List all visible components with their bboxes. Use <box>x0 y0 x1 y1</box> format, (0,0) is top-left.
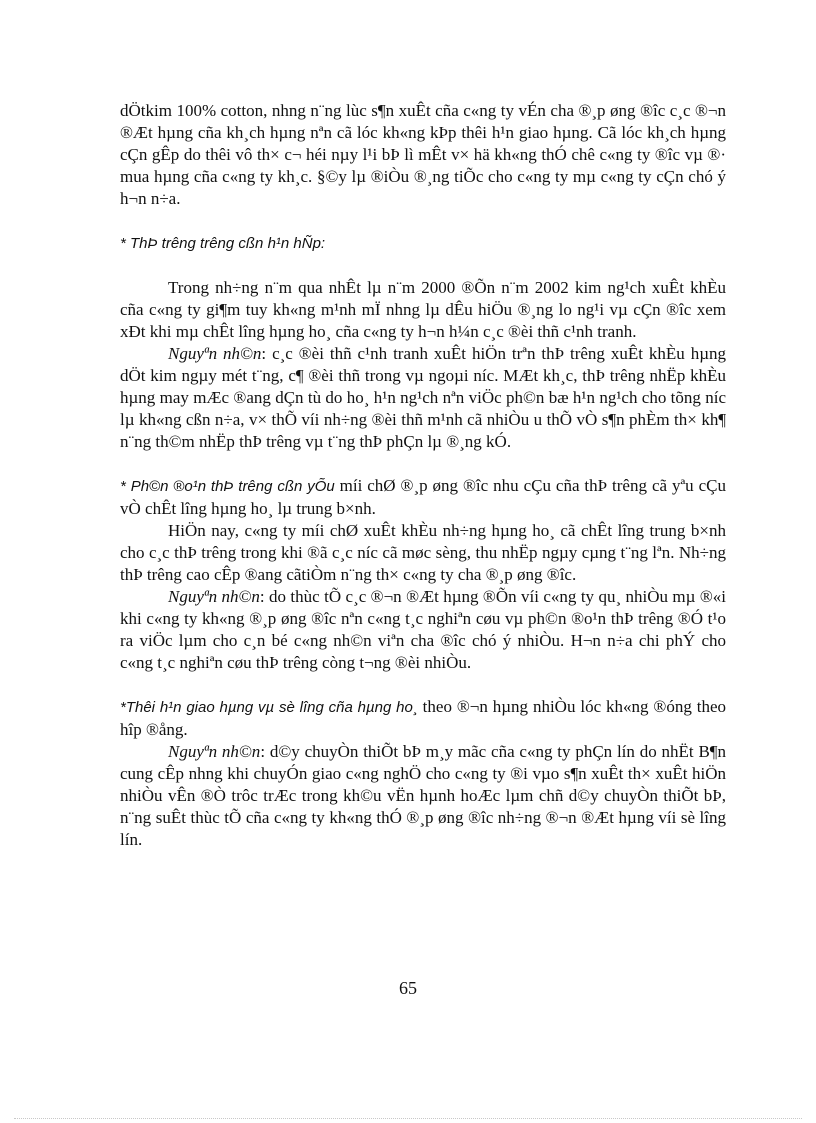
paragraph-5 <box>120 475 726 520</box>
text-line: nhiÒu u thÕ vÒ s¶n phÈm th× kh¶ n¨ng th©m nhËp thÞ trêng vµ t¨ng thÞ <box>120 410 727 451</box>
text-line: nhiÒu. H¬n n÷a chi phÝ cho c«ng t¸c nghiªn cøu thÞ trêng còng t¬ng ®èi <box>120 631 726 672</box>
section-heading: * Ph©n ®o¹n thÞ trêng cßn yÕu <box>120 478 335 495</box>
text-line: t¨ng lªn. Nh÷ng thÞ trêng cao cÊp ®ang cãtiÒm n¨ng th× c«ng ty cha ®¸p øng <box>120 543 726 584</box>
cause-label: Nguyªn nh©n <box>168 587 260 606</box>
text-line: xuÊt th× xuÊt hiÖn nhiÒu vÊn ®Ò trôc trÆc trong kh©u vËn hµnh hoÆc lµm <box>120 764 727 805</box>
text-line: ®îc c¸c ®¬n ®Æt hµng cña kh¸ch hµng nªn cã lóc kh«ng kÞp thêi h¹n giao <box>120 101 726 142</box>
text-line: ®óng theo hîp ®ång. <box>120 697 727 739</box>
text-line: cÇn ®îc xem xÐt khi mµ chÊt lîng hµng ho¸ cña c«ng ty h¬n h¼n c¸c ®èi thñ <box>120 300 727 341</box>
text-line: : d©y chuyÒn thiÕt bÞ m¸y mãc cña c«ng ty phÇn lín do <box>260 742 657 761</box>
text-line: : do thùc tÕ c¸c ®¬n ®Æt hµng ®Õn víi c«ng ty qu¸ nhiÒu <box>259 587 669 606</box>
text-line: hµng dÖt kim ngµy mét t¨ng, c¶ ®èi thñ trong vµ ngoµi níc. MÆt kh¸c, thÞ <box>120 344 726 385</box>
text-line: mµ ®«i khi c«ng ty kh«ng ®¸p øng ®îc nªn c«ng t¸c nghiªn cøu vµ ph©n ®o¹n <box>120 587 726 628</box>
text-line: nhËt B¶n cung cÊp nhng khi chuyÓn giao c«ng nghÖ cho c«ng ty ®i vµo s¶n <box>120 742 726 783</box>
text-line: ®îc nh÷ng ®¬n ®Æt hµng víi sè lîng lín. <box>120 808 727 849</box>
cause-label: Nguyªn nh©n <box>168 344 262 363</box>
paragraph-8 <box>120 696 726 741</box>
section-heading: * ThÞ trêng trêng cßn h¹n hÑp: <box>120 235 326 252</box>
text-line: cã yªu cÇu vÒ chÊt lîng hµng ho¸ lµ trung b×nh. <box>120 476 726 518</box>
text-line: c¹nh tranh. <box>563 322 637 341</box>
paragraph-3 <box>120 277 726 343</box>
text-line: Trong nh÷ng n¨m qua nhÊt lµ n¨m 2000 ®Õn n¨m 2002 kim ng¹ch xuÊt <box>168 278 684 297</box>
text-line: hµng. Cã lóc kh¸ch hµng cÇn gÊp do thêi vô th× c¬ héi nµy l¹i bÞ lì mÊt v× hä <box>120 123 727 164</box>
text-line: ®îc. <box>546 565 577 584</box>
text-line: b×nh cho c¸c thÞ trêng trong khi ®ã c¸c níc cã møc sèng, thu nhËp ngµy cµng <box>120 521 726 562</box>
page-bottom-dotted-border <box>14 1118 802 1119</box>
section-heading: *Thêi h¹n giao hµng vµ sè lîng cña hµng ho¸ <box>120 699 418 716</box>
paragraph-6 <box>120 520 726 586</box>
paragraph-4 <box>120 343 726 453</box>
text-line: dÖtkim 100% cotton, nhng n¨ng lùc s¶n xuÊt cña c«ng ty vÉn cha ®¸p øng <box>120 101 636 120</box>
text-line: trêng nhËp khÈu hµng may mÆc ®ang dÇn tù do ho¸ h¹n ng¹ch nªn viÖc ph©n <box>120 366 727 407</box>
cause-label: Nguyªn nh©n <box>168 742 261 761</box>
text-line: chñ d©y chuyÒn thiÕt bÞ, n¨ng suÊt thùc tÕ cña c«ng ty kh«ng thÓ ®¸p øng <box>120 786 727 827</box>
text-line: bæ h¹n ng¹ch cho tõng níc lµ kh«ng cßn n÷a, v× thÕ víi nh÷ng ®èi thñ m¹nh cã <box>120 388 726 429</box>
document-body <box>120 100 726 851</box>
text-line: HiÖn nay, c«ng ty míi chØ xuÊt khÈu nh÷ng hµng ho¸ cã chÊt lîng trung <box>168 521 686 540</box>
paragraph-9 <box>120 741 726 851</box>
paragraph-1 <box>120 100 726 210</box>
text-line: phÇn lµ ®¸ng kÓ. <box>386 432 512 451</box>
page-number: 65 <box>399 978 417 998</box>
text-line: theo ®¬n hµng nhiÒu lóc kh«ng <box>417 697 649 716</box>
text-line: ®¸ng tiÕc cho c«ng ty mµ c«ng ty cÇn chó ý h¬n n÷a. <box>120 167 726 208</box>
text-line: míi chØ ®¸p øng ®îc nhu cÇu cña thÞ trêng <box>334 476 647 495</box>
text-line: kh«ng thÓ chê c«ng ty ®îc vµ ®· mua hµng cña c«ng ty kh¸c. §©y lµ ®iÒu <box>120 145 726 186</box>
paragraph-2 <box>120 232 726 255</box>
text-line: : c¸c ®èi thñ c¹nh tranh xuÊt hiÖn trªn thÞ trêng xuÊt khÈu <box>261 344 685 363</box>
paragraph-7 <box>120 586 726 674</box>
text-line: khÈu cña c«ng ty gi¶m tuy kh«ng m¹nh mÏ nhng lµ dÊu hiÖu ®¸ng lo ng¹i vµ <box>120 278 726 319</box>
text-line: nhiÒu. <box>424 653 472 672</box>
text-line: thÞ trêng ®Ó t¹o ra viÖc lµm cho c¸n bé c«ng nh©n viªn cha ®îc chó ý <box>120 609 726 650</box>
